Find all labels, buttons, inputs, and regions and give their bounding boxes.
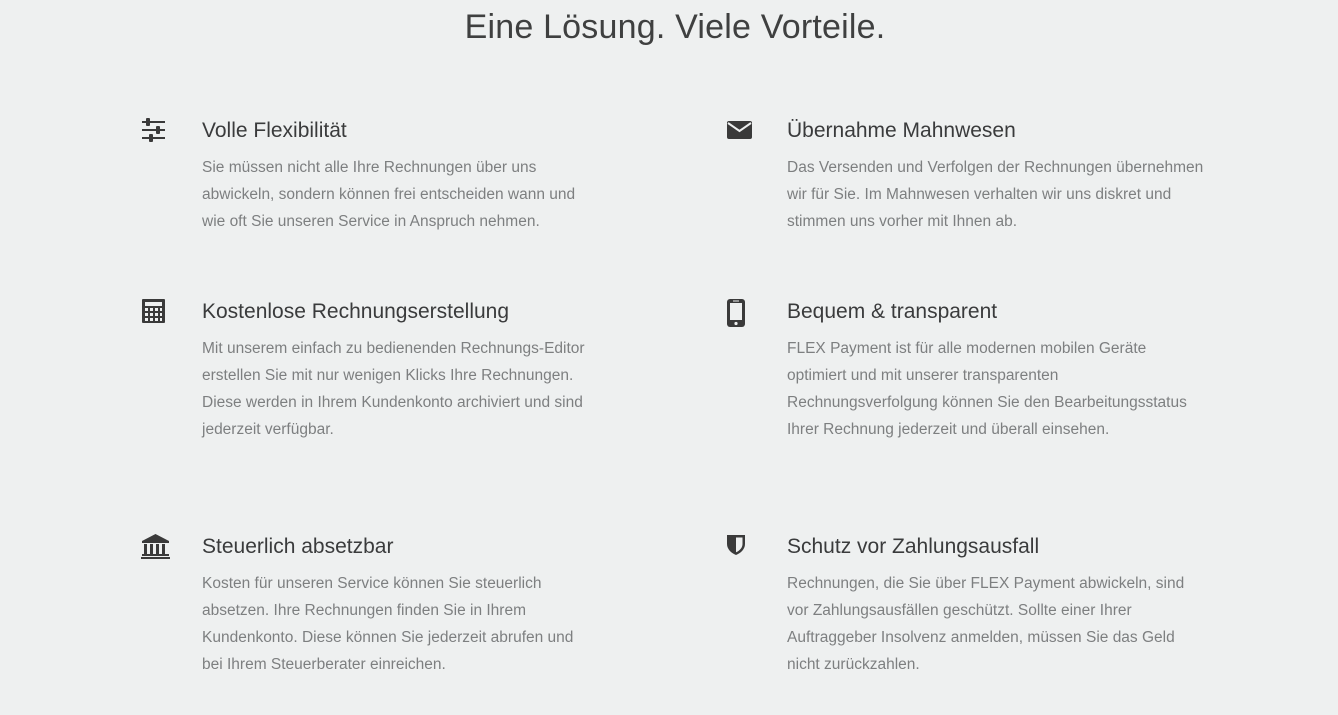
envelope-icon bbox=[726, 118, 754, 146]
feature-description: FLEX Payment ist für alle modernen mobilen Geräte optimiert und mit unserer transparenten Rechnungsverfolgung können Sie den Bearbeitungsstatus Ihrer Rechnung jederzeit und überall einsehen. bbox=[787, 340, 1187, 438]
sliders-icon bbox=[141, 118, 169, 146]
feature-description: Sie müssen nicht alle Ihre Rechnungen über uns abwickeln, sondern können frei entscheiden wann und wie oft Sie unseren Service in Anspruch nehmen. bbox=[202, 159, 576, 230]
feature-description: Das Versenden und Verfolgen der Rechnungen übernehmen wir für Sie. Im Mahnwesen verhalten wir uns diskret und stimmen uns vorher mit Ihnen ab. bbox=[787, 159, 1204, 230]
feature-description: Rechnungen, die Sie über FLEX Payment abwickeln, sind vor Zahlungsausfällen geschützt. Sollte einer Ihrer Auftraggeber Insolvenz anmelden, müssen Sie das Geld nicht zurückzahlen. bbox=[787, 575, 1185, 673]
feature-title: Übernahme Mahnwesen bbox=[787, 119, 1016, 142]
feature-title: Schutz vor Zahlungsausfall bbox=[787, 535, 1040, 558]
calculator-icon bbox=[141, 299, 169, 327]
page-title: Eine Lösung. Viele Vorteile. bbox=[464, 8, 886, 46]
bank-icon bbox=[141, 534, 169, 562]
feature-title: Bequem & transparent bbox=[787, 300, 998, 323]
feature-description: Mit unserem einfach zu bedienenden Rechnungs-Editor erstellen Sie mit nur wenigen Klicks Ihre Rechnungen. Diese werden in Ihrem Kundenkonto archiviert und sind jederzeit verfügbar. bbox=[202, 340, 585, 438]
shield-icon bbox=[726, 534, 754, 562]
feature-title: Kostenlose Rechnungserstellung bbox=[202, 300, 510, 323]
feature-title: Steuerlich absetzbar bbox=[202, 535, 394, 558]
feature-description: Kosten für unseren Service können Sie steuerlich absetzen. Ihre Rechnungen finden Sie in Ihrem Kundenkonto. Diese können Sie jederzeit abrufen und bei Ihrem Steuerberater einreichen. bbox=[202, 575, 574, 673]
mobile-phone-icon bbox=[726, 299, 754, 327]
feature-title: Volle Flexibilität bbox=[202, 119, 347, 142]
